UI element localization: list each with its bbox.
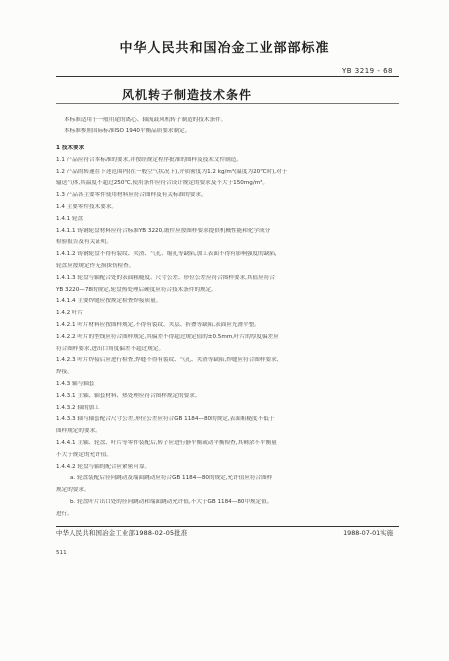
- body-line: 1.4.2 叶片: [56, 310, 84, 316]
- body-line: 1.1 产品应符合本标准的要求,并按经规定程序批准的图样及技术文件制造。: [56, 157, 242, 163]
- body-line: 图样规定的要求。: [56, 428, 101, 434]
- body-line: 1.4.1.4 主要焊缝应按规定检查焊接质量。: [56, 298, 162, 304]
- body-line: 1.4.3.2 轴的加工: [56, 405, 100, 411]
- body-line: a. 轮盘装配后径向跳动及端面跳动应符合GB 1184—80的规定,允许值应符合图样: [70, 475, 273, 481]
- footer-rule: [56, 526, 399, 527]
- body-line: 1.4.3.1 主轴、轴套材料、热处理应符合图样规定的要求。: [56, 393, 201, 399]
- body-line: YB 3220—78的规定,轮盘热处理后硬度应符合技术条件的规定。: [56, 287, 217, 293]
- document-title: 风机转子制造技术条件: [122, 88, 253, 102]
- body-line: 1.4.4.2 轮盘与轴的配合应紧密可靠。: [56, 464, 151, 470]
- body-line: b. 轮盘叶片出口处的径向跳动和端面跳动允许值,不大于GB 1184—80中规定值。: [70, 499, 273, 505]
- body-line: 1.4.1.2 铸钢轮盘不得有裂纹、夹渣、气孔、缩孔等缺陷,加工表面不得有影响强度的缺陷,: [56, 251, 277, 257]
- body-line: 轮盘应按规定作无损探伤检查。: [56, 263, 135, 269]
- body-line: 不大于规定的允许值。: [56, 452, 112, 458]
- body-line: 1.4.3 轴与轴套: [56, 381, 95, 387]
- body-line: 1.4.3.3 轴与轴套配合尺寸公差,形位公差应符合GB 1184—80的规定,表面粗糙度不低于: [56, 416, 275, 422]
- header-rule: [56, 76, 399, 77]
- body-line: 进行。: [56, 511, 73, 517]
- body-line: 1.4.4.1 主轴、轮盘、叶片等零件装配后,转子应进行静平衡或动平衡检查,其剩余不平衡量: [56, 440, 277, 446]
- body-line: 1.4.2.3 叶片焊接后应进行检查,焊缝不得有裂纹、气孔、夹渣等缺陷,焊缝应符合图样要求,: [56, 357, 279, 363]
- body-line: 输送气体,其温度不超过250℃,使用条件应符合设计规定的要求及不大于150mg/m³。: [56, 180, 268, 186]
- section-heading: 1 技术要求: [56, 145, 85, 151]
- body-line: 1.3 产品各主要零件使用材料应符合图样及有关标准的要求。: [56, 192, 207, 198]
- title-rule: [56, 103, 399, 104]
- body-line: 焊接。: [56, 369, 73, 375]
- body-line: 1.2 产品的转速在下述范围内(在一般空气状况下),介质密度为1.2 kg/m³(温度为20℃时),对于: [56, 169, 288, 175]
- body-line: 1.4.1.1 铸钢轮盘材料应符合标准YB 3220,锻件应按图样要求提供机械性能和化学成分: [56, 228, 271, 234]
- body-line: 1.4.1 轮盘: [56, 216, 84, 222]
- intro-line: 本标准适用于一般用途的离心、轴流鼓风机转子制造的技术条件。: [64, 117, 227, 123]
- body-line: 检验报告及有关证明。: [56, 239, 112, 245]
- body-line: 1.4.2.2 叶片的型线应符合图样规定,其偏差不得超过规定值的±0.5mm,叶片的厚度偏差应: [56, 334, 279, 340]
- intro-line: 本标准参照国际标准ISO 1940平衡品质要求制定。: [64, 128, 191, 134]
- issuing-organization: 中华人民共和国冶金工业部部标准: [119, 41, 330, 56]
- page-number: 511: [56, 550, 67, 556]
- body-line: 1.4.2.1 叶片材料应按图样规定,不得有裂纹、夹层、折叠等缺陷,表面应光滑平整。: [56, 322, 260, 328]
- body-line: 1.4 主要零件技术要求。: [56, 204, 118, 210]
- standard-code: YB 3219 - 68: [341, 67, 393, 75]
- body-line: 规定的要求。: [56, 487, 90, 493]
- body-line: 符合图样要求,进出口角度偏差不超过规定。: [56, 346, 165, 352]
- approval-info: 中华人民共和国冶金工业部1988-02-05批准: [56, 529, 188, 537]
- body-line: 1.4.1.3 轮盘与轴配合处的表面粗糙度、尺寸公差、形位公差应符合图样要求,其值应符合: [56, 275, 275, 281]
- implementation-date: 1988-07-01实施: [343, 529, 393, 537]
